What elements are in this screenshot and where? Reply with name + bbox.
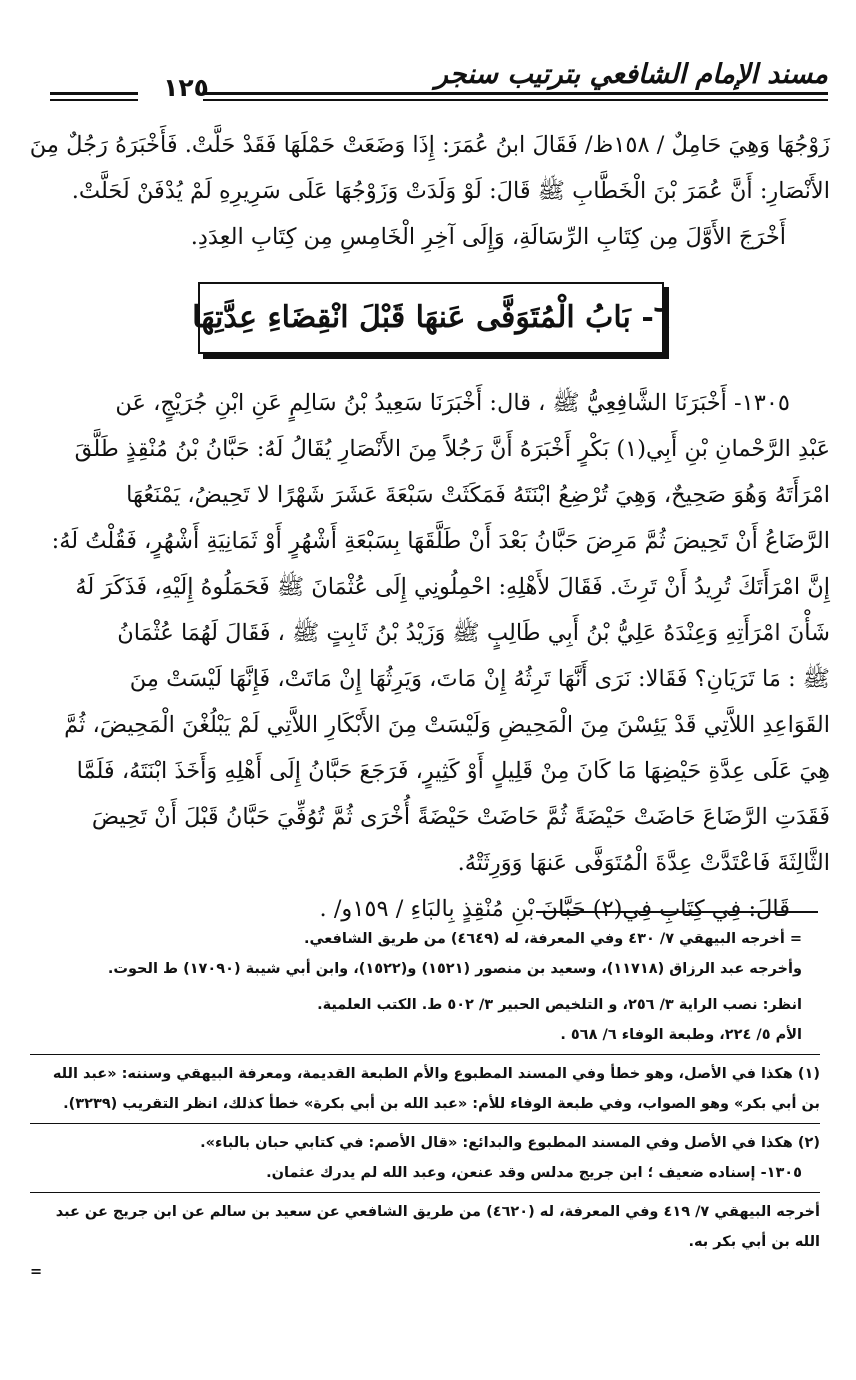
closing-line: قَالَ: فِي كِتَابِ فِي(٢) حَبَّانَ بْنِ مُنْقِذٍ بِالبَاءِ / ١٥٩و/ . <box>319 896 790 922</box>
footnote-line: الأم ٥/ ٢٢٤، وطبعة الوفاء ٦/ ٥٦٨ . <box>560 1027 802 1043</box>
chapter-title-box <box>192 282 670 354</box>
text-line: الأَنْصَارِ: أَنَّ عُمَرَ بْنَ الْخَطَّابِ ﷺ قَالَ: لَوْ وَلَدَتْ وَزَوْجُهَا عَلَى سَرِيرِهِ لَمْ يُدْفَنْ لَحَلَّتْ. <box>71 178 830 204</box>
footnote-divider <box>30 1054 820 1055</box>
footnotes <box>30 924 820 1287</box>
intro-paragraph <box>24 122 830 260</box>
takhrij-note: أخرجه البيهقي ٧/ ٤١٩ وفي المعرفة، له (٤٦٢٠) من طريق الشافعي عن سعيد بن سالم عن ابن جريج عن عبد الله بن أبي بكر به. <box>55 1204 820 1250</box>
running-header <box>28 58 828 108</box>
text-line: أَخْرَجَ الأَوَّلَ مِن كِتَابِ الرِّسَالَةِ، وَإِلَى آخِرِ الْخَامِسِ مِن كِتَابِ العِدَدِ. <box>190 224 786 250</box>
chapter-title: ٦- بَابُ الْمُتَوَفَّى عَنهَا قَبْلَ انْقِضَاءِ عِدَّتِهَا <box>192 300 670 335</box>
text-line: زَوْجُهَا وَهِيَ حَامِلٌ / ١٥٨ظ/ فَقَالَ ابنُ عُمَرَ: إِذَا وَضَعَتْ حَمْلَهَا فَقَدْ حَلَّتْ. فَأَخْبَرَهُ رَجُلٌ مِنَ <box>29 132 830 158</box>
text-line: فَقَدَتِ الرَّضَاعَ حَاضَتْ حَيْضَةً ثُمَّ حَاضَتْ حَيْضَةً أُخْرَى ثُمَّ تُوُفِّيَ حَبَّانُ قَبْلَ أَنْ تَحِيضَ <box>91 804 830 830</box>
continues-mark: = <box>30 1264 43 1280</box>
grading-note: ١٣٠٥- إسناده ضعيف ؛ ابن جريج مدلس وقد عنعن، وعبد الله لم يدرك عثمان. <box>266 1165 802 1181</box>
hadith-text <box>24 380 830 932</box>
text-line: الثَّالِثَةَ فَاعْتَدَّتْ عِدَّةَ الْمُتَوَفَّى عَنهَا وَوَرِثَتْهُ. <box>457 850 830 876</box>
text-line: الرَّضَاعُ أَنْ تَحِيضَ ثُمَّ مَرِضَ حَبَّانُ بَعْدَ أَنْ طَلَّقَهَا بِسَبْعَةِ أَشْهُرٍ أَوْ ثَمَانِيَةِ أَشْهُرٍ، فَقُلْتُ لَهُ: <box>51 528 830 554</box>
footnote-line: = أخرجه البيهقي ٧/ ٤٣٠ وفي المعرفة، له (٤٦٤٩) من طريق الشافعي. <box>304 931 802 947</box>
book-title: مسند الإمام الشافعي بترتيب سنجر <box>434 59 828 90</box>
footnote-1: (١) هكذا في الأصل، وهو خطأ وفي المسند المطبوع والأم الطبعة القديمة، ومعرفة البيهقي وسننه: «عبد الله بن أبي بكر» وهو الصواب، وفي طبعة الوفاء للأم: «عبد الله بن أبي بكرة» خطأ كذلك، انظر التقريب (٣٢٣٩). <box>52 1066 820 1112</box>
text-line: شَأْنَ امْرَأَتِهِ وَعِنْدَهُ عَلِيُّ بْنُ أَبِي طَالِبٍ ﷺ وَزَيْدُ بْنُ ثَابِتٍ ﷺ ، فَقَالَ لَهُمَا عُثْمَانُ <box>117 620 830 646</box>
footnote-line: وأخرجه عبد الرزاق (١١٧١٨)، وسعيد بن منصور (١٥٢١) و(١٥٢٢)، وابن أبي شيبة (١٧٠٩٠) ط الحوت. <box>107 961 802 977</box>
footnote-divider <box>30 1123 820 1124</box>
text-line: امْرَأَتَهُ وَهُوَ صَحِيحٌ، وَهِيَ تُرْضِعُ ابْنَتَهُ فَمَكَثَتْ سَبْعَةَ عَشَرَ شَهْرًا لا تَحِيضُ، يَمْنَعُهَا <box>126 482 830 508</box>
footnote-2: (٢) هكذا في الأصل وفي المسند المطبوع والبدائع: «قال الأصم: في كتابي حبان بالباء». <box>200 1135 820 1151</box>
text-line: ﷺ : مَا تَرَيَانِ؟ فَقَالا: نَرَى أَنَّهَا تَرِثُهُ إِنْ مَاتَ، وَيَرِثُهَا إِنْ مَاتَتْ، فَإِنَّهَا لَيْسَتْ مِنَ <box>129 666 830 692</box>
footnote-line: انظر: نصب الراية ٣/ ٢٥٦، و التلخيص الحبير ٣/ ٥٠٢ ط. الكتب العلمية. <box>317 997 802 1013</box>
text-line: هِيَ عَلَى عِدَّةِ حَيْضِهَا مَا كَانَ مِنْ قَلِيلٍ أَوْ كَثِيرٍ، فَرَجَعَ حَبَّانُ إِلَى أَهْلِهِ وَأَخَذَ ابْنَتَهُ، فَلَمَّا <box>76 758 830 784</box>
footnote-separator <box>536 911 818 913</box>
text-line: عَبْدِ الرَّحْمانِ بْنِ أَبِي(١) بَكْرٍ أَخْبَرَهُ أَنَّ رَجُلاً مِنَ الأَنْصَارِ يُقَالُ لَهُ: حَبَّانُ بْنُ مُنْقِذٍ طَلَّقَ <box>74 436 830 462</box>
text-line: القَوَاعِدِ اللاَّتِي قَدْ يَئِسْنَ مِنَ الْمَحِيضِ وَلَيْسَتْ مِنَ الأَبْكَارِ اللاَّتِي لَمْ يَبْلُغْنَ الْمَحِيضَ، ثُمَّ <box>64 712 830 738</box>
header-rule-short <box>50 92 138 101</box>
page-number: ١٢٥ <box>163 73 209 102</box>
text-line: إِنَّ امْرَأَتَكَ تُرِيدُ أَنْ تَرِثَ. فَقَالَ لأَهْلِهِ: احْمِلُونِي إِلَى عُثْمَانَ ﷺ فَحَمَلُوهُ إِلَيْهِ، فَذَكَرَ لَهُ <box>75 574 830 600</box>
footnote-divider <box>30 1192 820 1193</box>
text-line: ١٣٠٥- أَخْبَرَنَا الشَّافِعِيُّ ﷺ ، قال: أَخْبَرَنَا سَعِيدُ بْنُ سَالِمٍ عَنِ ابْنِ جُرَيْجٍ، عَن <box>115 390 790 416</box>
header-rule <box>203 92 828 101</box>
